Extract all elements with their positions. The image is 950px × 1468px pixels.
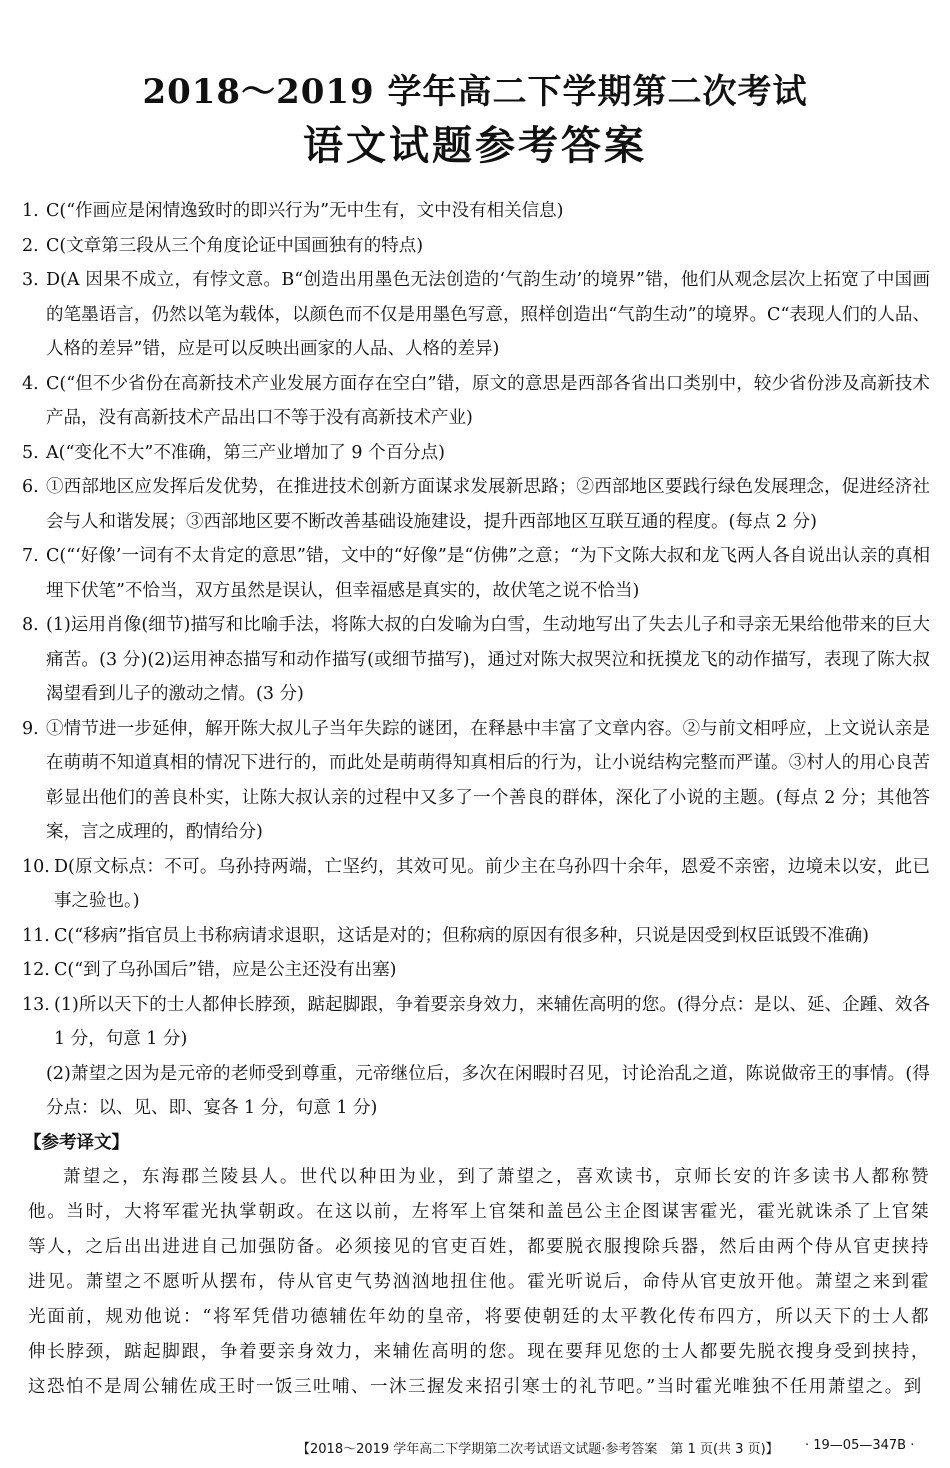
answer-item-12 [22,953,930,988]
answer-text: C(“到了乌孙国后”错，应是公主还没有出塞) [54,960,397,980]
footer-page-info: 【2018～2019 学年高二下学期第二次考试语文试题·参考答案 第 1 页(共 3 页)】 [297,1442,779,1457]
answer-number: 2. [22,235,39,256]
answer-text: C(“但不少省份在高新技术产业发展方面存在空白”错，原文的意思是西部各省出口类别中，较少省份涉及高新技术产品，没有高新技术产品出口不等于没有高新技术产业) [46,373,930,428]
answer-number: 13. [22,994,50,1015]
footer-code: · 19—05—347B · [805,1438,915,1453]
answer-number: 1. [22,201,39,221]
answer-item-13-part2: (2)萧望之因为是元帝的老师受到尊重，元帝继位后，多次在闲暇时召见，讨论治乱之道，陈说做帝王的事情。(得分点：以、见、即、宴各 1 分，句意 1 分) [46,1063,930,1118]
answer-text: (1)运用肖像(细节)描写和比喻手法，将陈大叔的白发喻为白雪，生动地写出了失去儿子和寻亲无果给他带来的巨大痛苦。(3 分)(2)运用神态描写和动作描写(或细节描写)，通过对陈大叔哭泣和抚摸龙飞的动作描写，表现了陈大叔渴望看到儿子的激动之情。(3 分) [46,615,930,704]
page-footer [0,1438,950,1456]
answer-text: (1)所以天下的士人都伸长脖颈，踮起脚跟，争着要亲身效力，来辅佐高明的您。(得分点：是以、延、企踵、效各 1 分，句意 1 分) [54,994,930,1049]
answer-item-11 [22,919,930,954]
answer-item-6 [22,470,930,539]
answer-number: 9. [22,718,39,739]
answer-item-7 [22,539,930,608]
answer-item-1 [22,194,930,229]
answer-number: 11. [22,925,50,946]
translation-heading: 【参考译文】 [24,1132,129,1153]
answer-number: 5. [22,442,39,463]
answer-text: C(“作画应是闲情逸致时的即兴行为”无中生有，文中没有相关信息) [46,201,564,221]
answer-number: 12. [22,960,50,980]
answer-item-13 [22,988,930,1057]
answer-text: ①情节进一步延伸，解开陈大叔儿子当年失踪的谜团，在释悬中丰富了文章内容。②与前文相呼应，上文说认亲是在萌萌不知道真相的情况下进行的，而此处是萌萌得知真相后的行为，让小说结构完整而严谨。③村人的用心良苦彰显出他们的善良朴实，让陈大叔认亲的过程中又多了一个善良的群体，深化了小说的主题。(每点 2 分；其他答案，言之成理的，酌情给分) [46,718,930,842]
answer-number: 8. [22,615,39,635]
answer-item-5 [22,436,930,471]
answer-item-8 [22,608,930,712]
answer-number: 6. [22,477,39,497]
answer-text: C(“移病”指官员上书称病请求退职，这话是对的；但称病的原因有很多种，只说是因受到权臣诋毁不准确) [54,925,869,946]
answer-text: A(“变化不大”不准确，第三产业增加了 9 个百分点) [46,442,445,463]
answer-item-4 [22,367,930,436]
document-title: 语文试题参考答案 [303,122,647,169]
answer-number: 3. [22,270,39,290]
answer-item-9 [22,712,930,850]
title-block [0,70,950,174]
answer-text: C(文章第三段从三个角度论证中国画独有的特点) [46,235,424,256]
answer-text: ①西部地区应发挥后发优势，在推进技术创新方面谋求发展新思路；②西部地区要践行绿色发展理念，促进经济社会与人和谐发展；③西部地区要不断改善基础设施建设，提升西部地区互联互通的程度。(每点 2 分) [46,477,930,532]
exam-title: 2018～2019 学年高二下学期第二次考试 [142,72,808,112]
answer-number: 7. [22,546,39,566]
answer-item-3 [22,263,930,367]
answer-text: C(“‘好像’一词有不太肯定的意思”错，文中的“好像”是“仿佛”之意；“为下文陈大叔和龙飞两人各自说出认亲的真相埋下伏笔”不恰当，双方虽然是误认，但幸福感是真实的，故伏笔之说不恰当) [46,546,930,601]
answer-number: 10. [22,856,50,877]
translation-paragraph: 萧望之，东海郡兰陵县人。世代以种田为业，到了萧望之，喜欢读书，京师长安的许多读书人都称赞他。当时，大将军霍光执掌朝政。在这以前，左将军上官桀和盖邑公主企图谋害霍光，霍光就诛杀了上官桀等人，之后出出进进自己加强防备。必须接见的官吏百姓，都要脱衣服搜除兵器，然后由两个侍从官吏挟持进见。萧望之不愿听从摆布，侍从官吏气势汹汹地扭住他。霍光听说后，命侍从官吏放开他。萧望之来到霍光面前，规劝他说：“将军凭借功德辅佐年幼的皇帝，将要使朝廷的太平教化传布四方，所以天下的士人都伸长脖颈，踮起脚跟，争着要亲身效力，来辅佐高明的您。现在要拜见您的士人都要先脱衣搜身受到挟持，这恐怕不是周公辅佐成王时一饭三吐哺、一沐三握发来招引寒士的礼节吧。”当时霍光唯独不任用萧望之。到 [28,1167,930,1397]
answer-number: 4. [22,373,39,394]
answer-item-2 [22,229,930,264]
answer-text: D(A 因果不成立，有悖文意。B“创造出用墨色无法创造的‘气韵生动’的境界”错，他们从观念层次上拓宽了中国画的笔墨语言，仍然以笔为载体，以颜色而不仅是用墨色写意，照样创造出“气韵生动”的境界。C“表现人们的人品、人格的差异”错，应是可以反映出画家的人品、人格的差异) [46,270,930,359]
answer-list [22,194,930,1405]
answer-text: D(原文标点：不可。乌孙持两端，亡坚约，其效可见。前少主在乌孙四十余年，恩爱不亲密，边境未以安，此已事之验也。) [54,856,930,911]
answer-item-10 [22,850,930,919]
